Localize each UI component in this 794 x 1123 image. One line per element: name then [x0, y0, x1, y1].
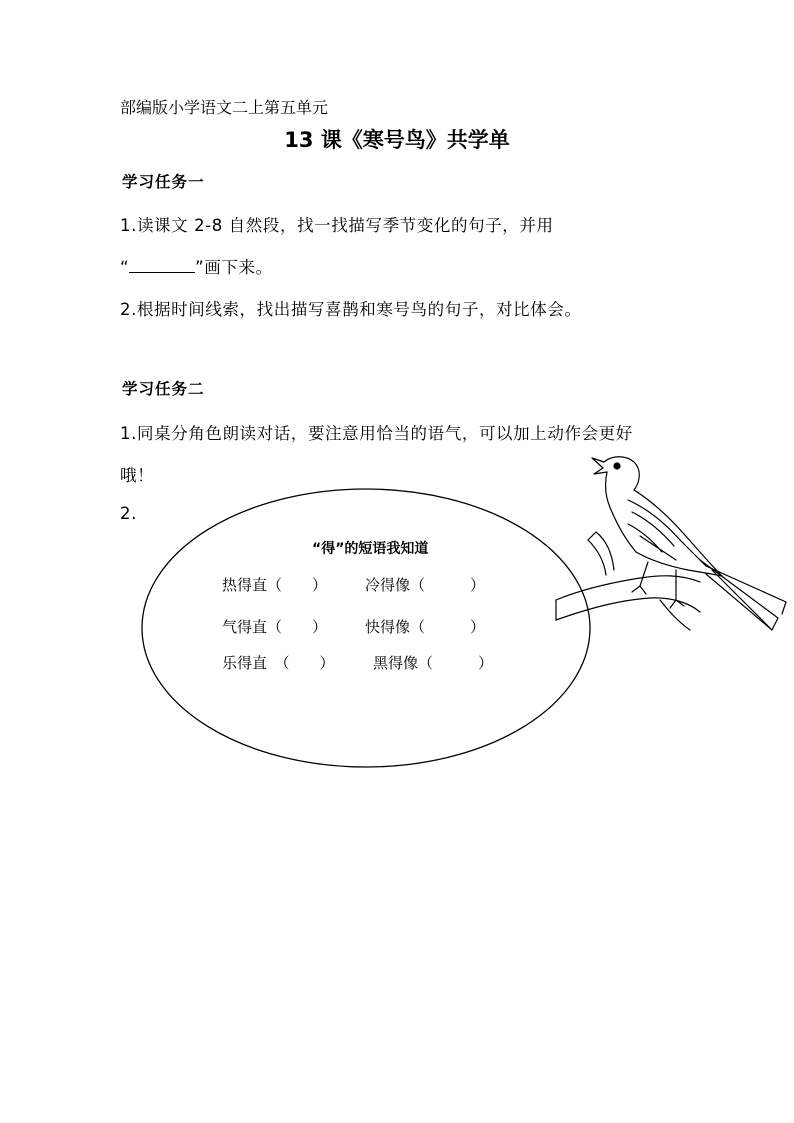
task2-item2-label: 2. [120, 504, 137, 523]
quote-open: “ [120, 258, 130, 277]
phrase-row1-left: 热得直（ ） [222, 576, 328, 594]
task2-item1-line1: 1.同桌分角色朗读对话，要注意用恰当的语气，可以加上动作会更好 [120, 424, 633, 443]
task2-heading: 学习任务二 [122, 380, 205, 398]
phrase-row3-left: 乐得直 （ ） [222, 654, 335, 672]
phrase-row1-right: 冷得像（ ） [365, 576, 486, 594]
task1-item1-line1: 1.读课文 2-8 自然段，找一找描写季节变化的句子，并用 [120, 216, 554, 235]
phrase-row3-right: 黑得像（ ） [373, 654, 494, 672]
task2-item1-line2: 哦！ [120, 466, 155, 485]
phrase-row2-left: 气得直（ ） [222, 618, 328, 636]
task1-heading: 学习任务一 [122, 173, 205, 191]
task1-item2: 2.根据时间线索，找出描写喜鹊和寒号鸟的句子，对比体会。 [120, 300, 582, 319]
phrase-row2-right: 快得像（ ） [365, 618, 486, 636]
quote-close: ”画下来。 [195, 258, 273, 277]
page-title: 13 课《寒号鸟》共学单 [284, 128, 510, 152]
bird-icon [556, 457, 786, 630]
unit-header: 部编版小学语文二上第五单元 [120, 98, 329, 117]
phrase-box-title: “得”的短语我知道 [312, 541, 429, 557]
